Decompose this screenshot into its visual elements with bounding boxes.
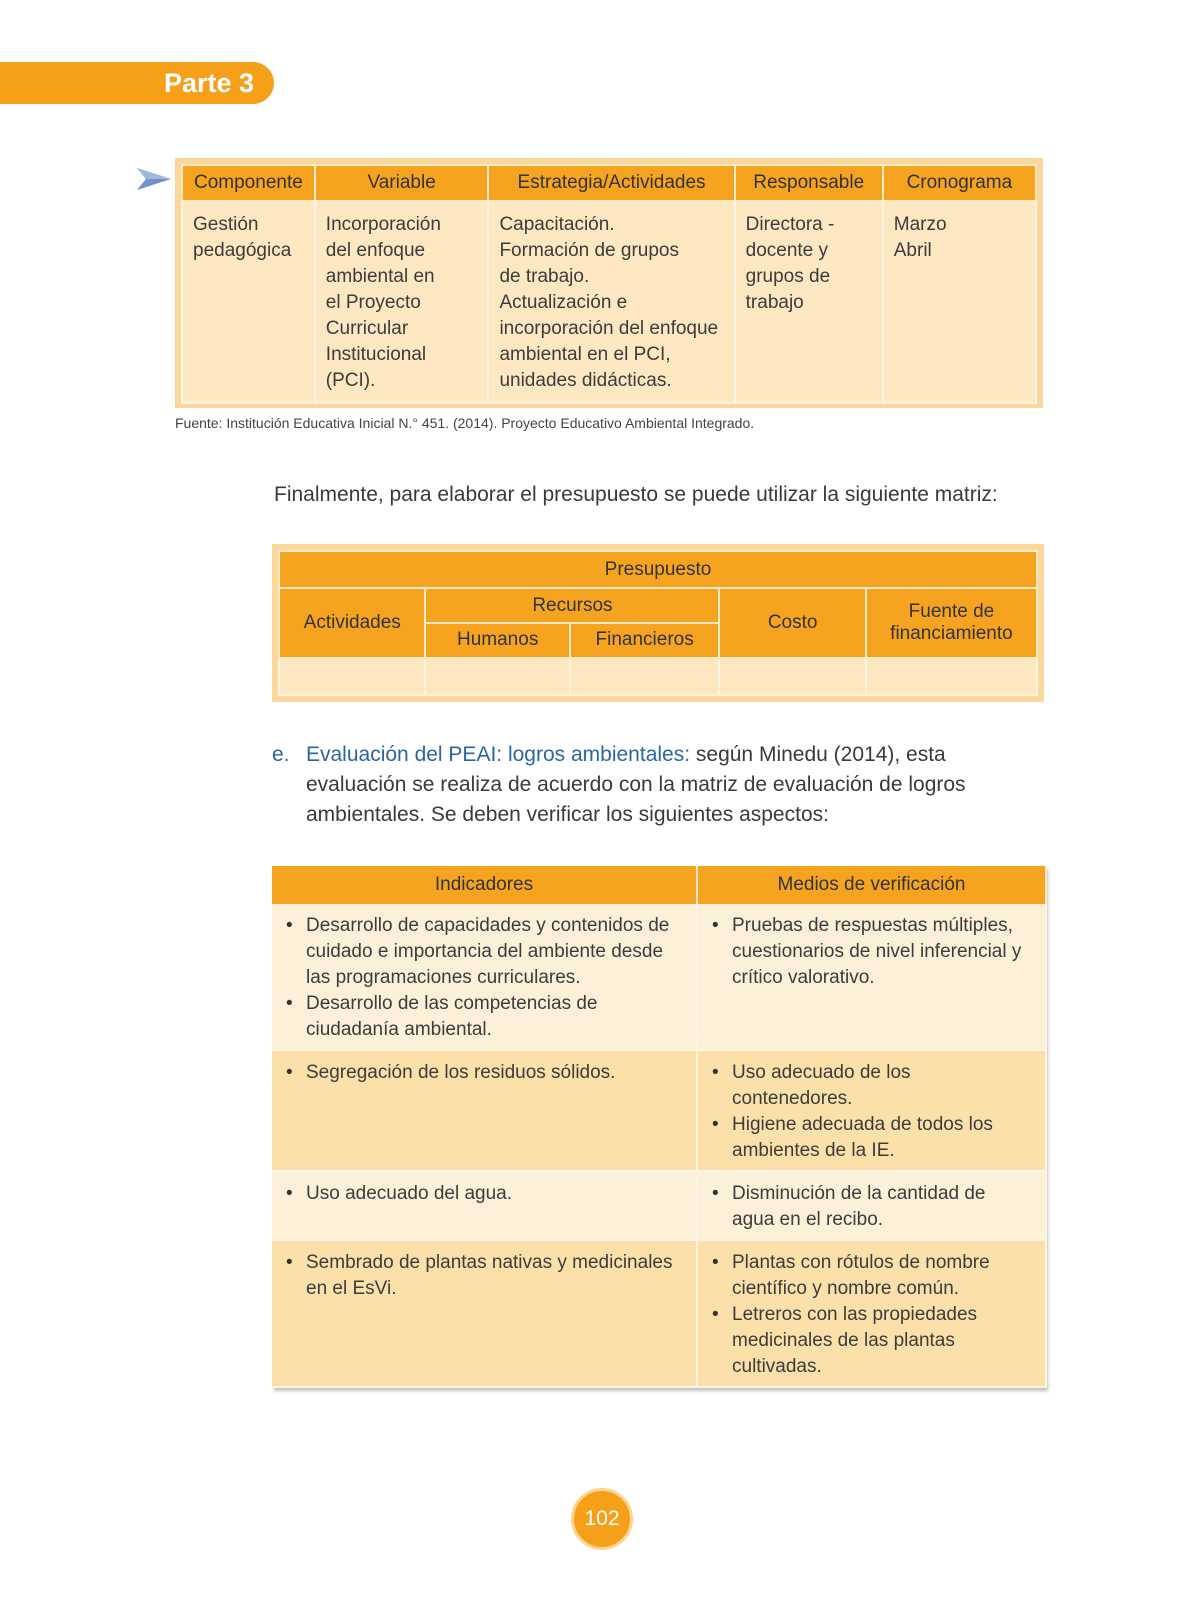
cell-indicadores	[272, 1050, 697, 1171]
cell-estrategia: Capacitación. Formación de grupos de trabajo. Actualización e incorporación del enfoque ambiental en el PCI, unidades didácticas.	[488, 201, 734, 403]
empty-cell	[719, 658, 865, 695]
list-item: • Uso adecuado del agua.	[284, 1181, 684, 1207]
section-letter: e.	[272, 743, 290, 766]
list-item: • Higiene adecuada de todos los ambientes de la IE.	[710, 1112, 1033, 1164]
part-tab	[0, 62, 274, 104]
cell-medios	[697, 1240, 1046, 1387]
list-item: • Pruebas de respuestas múltiples, cuestionarios de nivel inferencial y crítico valorativo.	[710, 913, 1033, 991]
section-body	[306, 740, 1047, 830]
budget-costo: Costo	[719, 588, 865, 658]
empty-cell	[425, 658, 569, 695]
list-item: • Disminución de la cantidad de agua en el recibo.	[710, 1181, 1033, 1233]
list-item: • Desarrollo de capacidades y contenidos de cuidado e importancia del ambiente desde las programaciones curriculares.	[284, 913, 684, 991]
list-item: • Segregación de los residuos sólidos.	[284, 1060, 684, 1086]
header-variable: Variable	[315, 165, 489, 201]
section-e	[272, 740, 1047, 830]
budget-financieros: Financieros	[570, 623, 720, 658]
budget-title: Presupuesto	[279, 551, 1037, 588]
budget-recursos: Recursos	[425, 588, 719, 623]
table-source: Fuente: Institución Educativa Inicial N.° 451. (2014). Proyecto Educativo Ambiental Integrado.	[175, 415, 755, 431]
table-row	[279, 658, 1037, 695]
cell-variable: Incorporación del enfoque ambiental en el Proyecto Curricular Institucional (PCI).	[315, 201, 489, 403]
header-componente: Componente	[182, 165, 315, 201]
table-row	[272, 1171, 1046, 1240]
header-cronograma: Cronograma	[883, 165, 1036, 201]
empty-cell	[279, 658, 425, 695]
list-item: • Uso adecuado de los contenedores.	[710, 1060, 1033, 1112]
table-row	[272, 1240, 1046, 1387]
part-label: Parte 3	[164, 68, 255, 98]
cell-medios	[697, 1171, 1046, 1240]
table-row	[182, 201, 1036, 403]
cell-indicadores	[272, 1171, 697, 1240]
table-row	[272, 904, 1046, 1050]
cell-responsable: Directora - docente y grupos de trabajo	[735, 201, 883, 403]
header-estrategia: Estrategia/Actividades	[488, 165, 734, 201]
budget-fuente: Fuente de financiamiento	[866, 588, 1037, 658]
strategy-table	[175, 158, 1043, 408]
section-text: según Minedu (2014), esta evaluación se realiza de acuerdo con la matriz de evaluación de logros ambientales. Se deben verificar los siguientes aspectos:	[306, 743, 966, 826]
empty-cell	[866, 658, 1037, 695]
indicators-table	[272, 866, 1046, 1388]
cell-medios	[697, 904, 1046, 1050]
cell-componente: Gestión pedagógica	[182, 201, 315, 403]
list-item: • Sembrado de plantas nativas y medicinales en el EsVi.	[284, 1250, 684, 1302]
list-item: • Letreros con las propiedades medicinales de las plantas cultivadas.	[710, 1302, 1033, 1380]
table-row	[272, 1050, 1046, 1171]
header-medios: Medios de verificación	[697, 866, 1046, 904]
empty-cell	[570, 658, 720, 695]
budget-table	[272, 544, 1044, 702]
section-heading: Evaluación del PEAI: logros ambientales:	[306, 743, 691, 766]
cell-cronograma: Marzo Abril	[883, 201, 1036, 403]
header-responsable: Responsable	[735, 165, 883, 201]
page-number: 102	[571, 1488, 633, 1550]
cell-indicadores	[272, 904, 697, 1050]
header-indicadores: Indicadores	[272, 866, 697, 904]
intro-text: Finalmente, para elaborar el presupuesto se puede utilizar la siguiente matriz:	[274, 483, 998, 506]
cell-medios	[697, 1050, 1046, 1171]
budget-actividades: Actividades	[279, 588, 425, 658]
list-item: • Plantas con rótulos de nombre científico y nombre común.	[710, 1250, 1033, 1302]
budget-humanos: Humanos	[425, 623, 569, 658]
arrow-marker-icon	[137, 166, 171, 192]
list-item: • Desarrollo de las competencias de ciudadanía ambiental.	[284, 991, 684, 1043]
cell-indicadores	[272, 1240, 697, 1387]
